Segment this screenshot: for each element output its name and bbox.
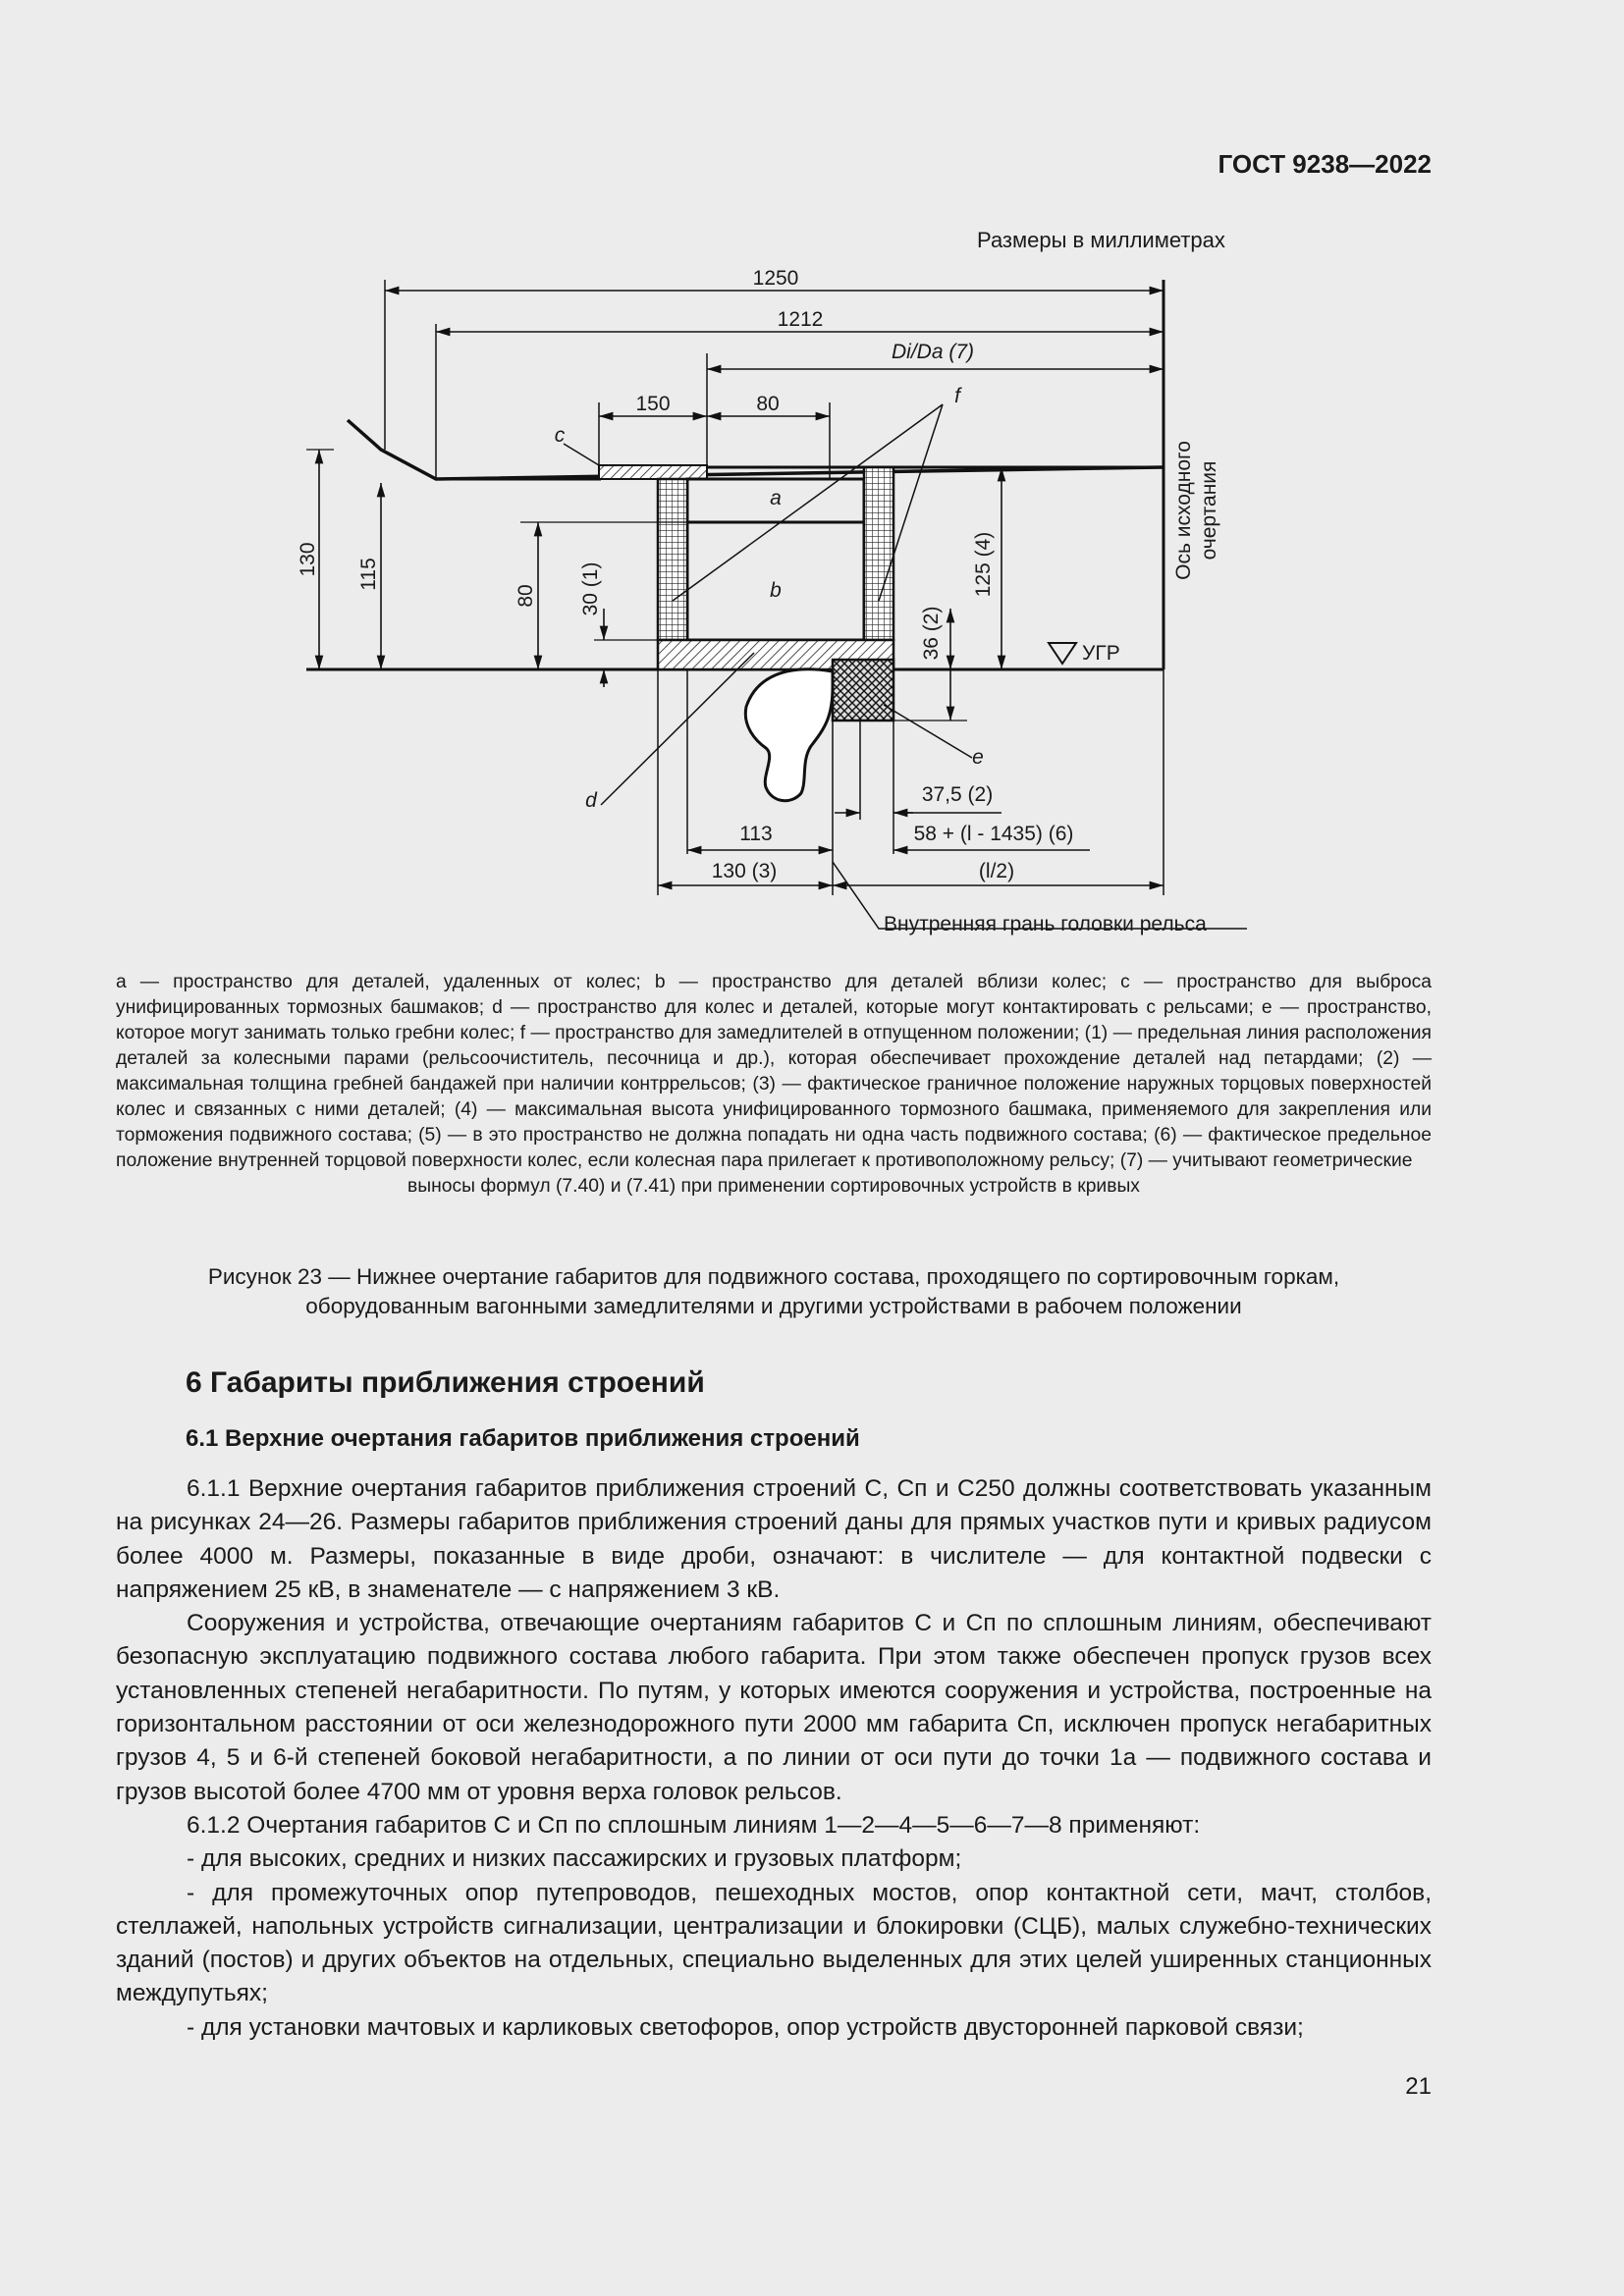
dim-80-top: 80 bbox=[756, 393, 780, 415]
paragraph-6-1-1: 6.1.1 Верхние очертания габаритов приближения строений С, Сп и С250 должны соответствовать указанным на рисунках 24—26. Размеры габаритов приближения строений даны для прямых участков пути и кривых радиусом более 4000 м. Размеры, показанные в виде дроби, означают: в числителе — для контактной подвески с напряжением 25 кВ, в знаменателе — с напряжением 3 кВ. bbox=[116, 1475, 1432, 1603]
label-ugr: УГР bbox=[1082, 642, 1120, 665]
dim-1250: 1250 bbox=[752, 267, 799, 290]
dim-115: 115 bbox=[357, 558, 380, 591]
subsection-title: 6.1 Верхние очертания габаритов приближения строений bbox=[186, 1425, 860, 1452]
label-a: a bbox=[770, 487, 782, 509]
dim-36: 36 (2) bbox=[920, 606, 943, 661]
figure-caption bbox=[116, 1262, 1432, 1321]
dim-150: 150 bbox=[635, 393, 671, 415]
dim-80: 80 bbox=[514, 584, 537, 608]
page-number: 21 bbox=[1405, 2073, 1432, 2100]
caption-line-1: Рисунок 23 — Нижнее очертание габаритов для подвижного состава, проходящего по сортировочным горкам, bbox=[207, 1264, 1340, 1289]
section-title: 6 Габариты приближения строений bbox=[186, 1366, 705, 1399]
ugr-marker bbox=[1049, 643, 1076, 664]
upper-outline bbox=[348, 420, 1164, 479]
zone-f-left bbox=[658, 479, 687, 640]
dim-30: 30 (1) bbox=[579, 561, 602, 616]
zone-c bbox=[599, 465, 707, 479]
dim-1212: 1212 bbox=[777, 308, 824, 331]
dim-113: 113 bbox=[739, 823, 773, 845]
legend-text: a — пространство для деталей, удаленных от колес; b — пространство для деталей вблизи колес; c — пространство для выброса унифицированных тормозных башмаков; d — пространство для колес и деталей, которые могут контактировать с рельсами; e — пространство, которое могут занимать только гребни колес; f — пространство для замедлителей в отпущенном положении; (1) — предельная линия расположения деталей за колесными парами (рельсоочиститель, песочница и др.), которая обеспечивает прохождение деталей над петардами; (2) — максимальная толщина гребней бандажей при наличии контррельсов; (3) — фактическое граничное положение наружных торцовых поверхностей колес и связанных с ними деталей; (4) — максимальная высота унифицированного тормозного башмака, применяемого для закрепления или торможения подвижного состава; (5) — в это пространство не должна попадать ни одна часть подвижного состава; (6) — фактическое предельное положение внутренней торцовой поверхности колес, если колесная пара прилегает к противоположному рельсу; (7) — учитывают геометрические bbox=[116, 972, 1432, 1171]
caption-line-2: оборудованным вагонными замедлителями и другими устройствами в рабочем положении bbox=[305, 1294, 1242, 1318]
label-b: b bbox=[770, 579, 782, 602]
paragraph-6-1-2: 6.1.2 Очертания габаритов С и Сп по сплошным линиям 1—2—4—5—6—7—8 применяют: bbox=[187, 1811, 1201, 1839]
label-rail-edge: Внутренняя грань головки рельса bbox=[884, 913, 1207, 935]
list-item-supports: - для промежуточных опор путепроводов, пешеходных мостов, опор контактной сети, мачт, столбов, стеллажей, напольных устройств сигнализации, централизации и блокировки (СЦБ), малых служебно-технических зданий (постов) и других объектов на отдельных, специально выделенных для этих целей уширенных станционных междупутьях; bbox=[116, 1879, 1432, 2007]
zone-f-right bbox=[864, 467, 893, 640]
units-note: Размеры в миллиметрах bbox=[977, 228, 1225, 252]
paragraph-structures: Сооружения и устройства, отвечающие очертаниям габаритов С и Сп по сплошным линиям, обеспечивают безопасную эксплуатацию подвижного состава любого габарита. При этом также обеспечен пропуск грузов всех установленных степеней негабаритности. По путям, у которых имеются сооружения и устройства, построенные на горизонтальном расстоянии от оси железнодорожного пути 2000 мм габарита Сп, исключен пропуск негабаритных грузов 4, 5 и 6-й степеней боковой негабаритности, а по линии от оси пути до точки 1а — подвижного состава и грузов высотой более 4700 мм от уровня верха головок рельсов. bbox=[116, 1610, 1432, 1805]
label-axis-1: Ось исходного bbox=[1172, 441, 1195, 580]
label-f: f bbox=[954, 385, 960, 407]
label-e: e bbox=[972, 746, 984, 769]
figure-legend bbox=[116, 970, 1432, 1200]
standard-header: ГОСТ 9238—2022 bbox=[1218, 149, 1432, 179]
list-item-platforms: - для высоких, средних и низких пассажирских и грузовых платформ; bbox=[187, 1845, 962, 1873]
label-axis-2: очертания bbox=[1198, 460, 1220, 561]
dim-130: 130 bbox=[297, 542, 319, 577]
dim-di-da: Di/Da (7) bbox=[891, 341, 975, 363]
dim-58: 58 + (l - 1435) (6) bbox=[913, 823, 1074, 845]
dim-130-3: 130 (3) bbox=[711, 860, 778, 882]
dim-125: 125 (4) bbox=[972, 531, 995, 598]
dim-37: 37,5 (2) bbox=[921, 783, 994, 806]
body-text bbox=[116, 1472, 1432, 2045]
zone-e bbox=[833, 660, 893, 721]
rail-head bbox=[745, 669, 833, 801]
label-d: d bbox=[585, 789, 597, 812]
legend-last-line: выносы формул (7.40) и (7.41) при применении сортировочных устройств в кривых bbox=[407, 1176, 1140, 1197]
list-item-signals: - для установки мачтовых и карликовых светофоров, опор устройств двусторонней парковой связи; bbox=[187, 2013, 1304, 2041]
label-c: c bbox=[554, 424, 566, 447]
figure-23-diagram bbox=[0, 0, 1624, 942]
dim-l2: (l/2) bbox=[978, 860, 1015, 882]
